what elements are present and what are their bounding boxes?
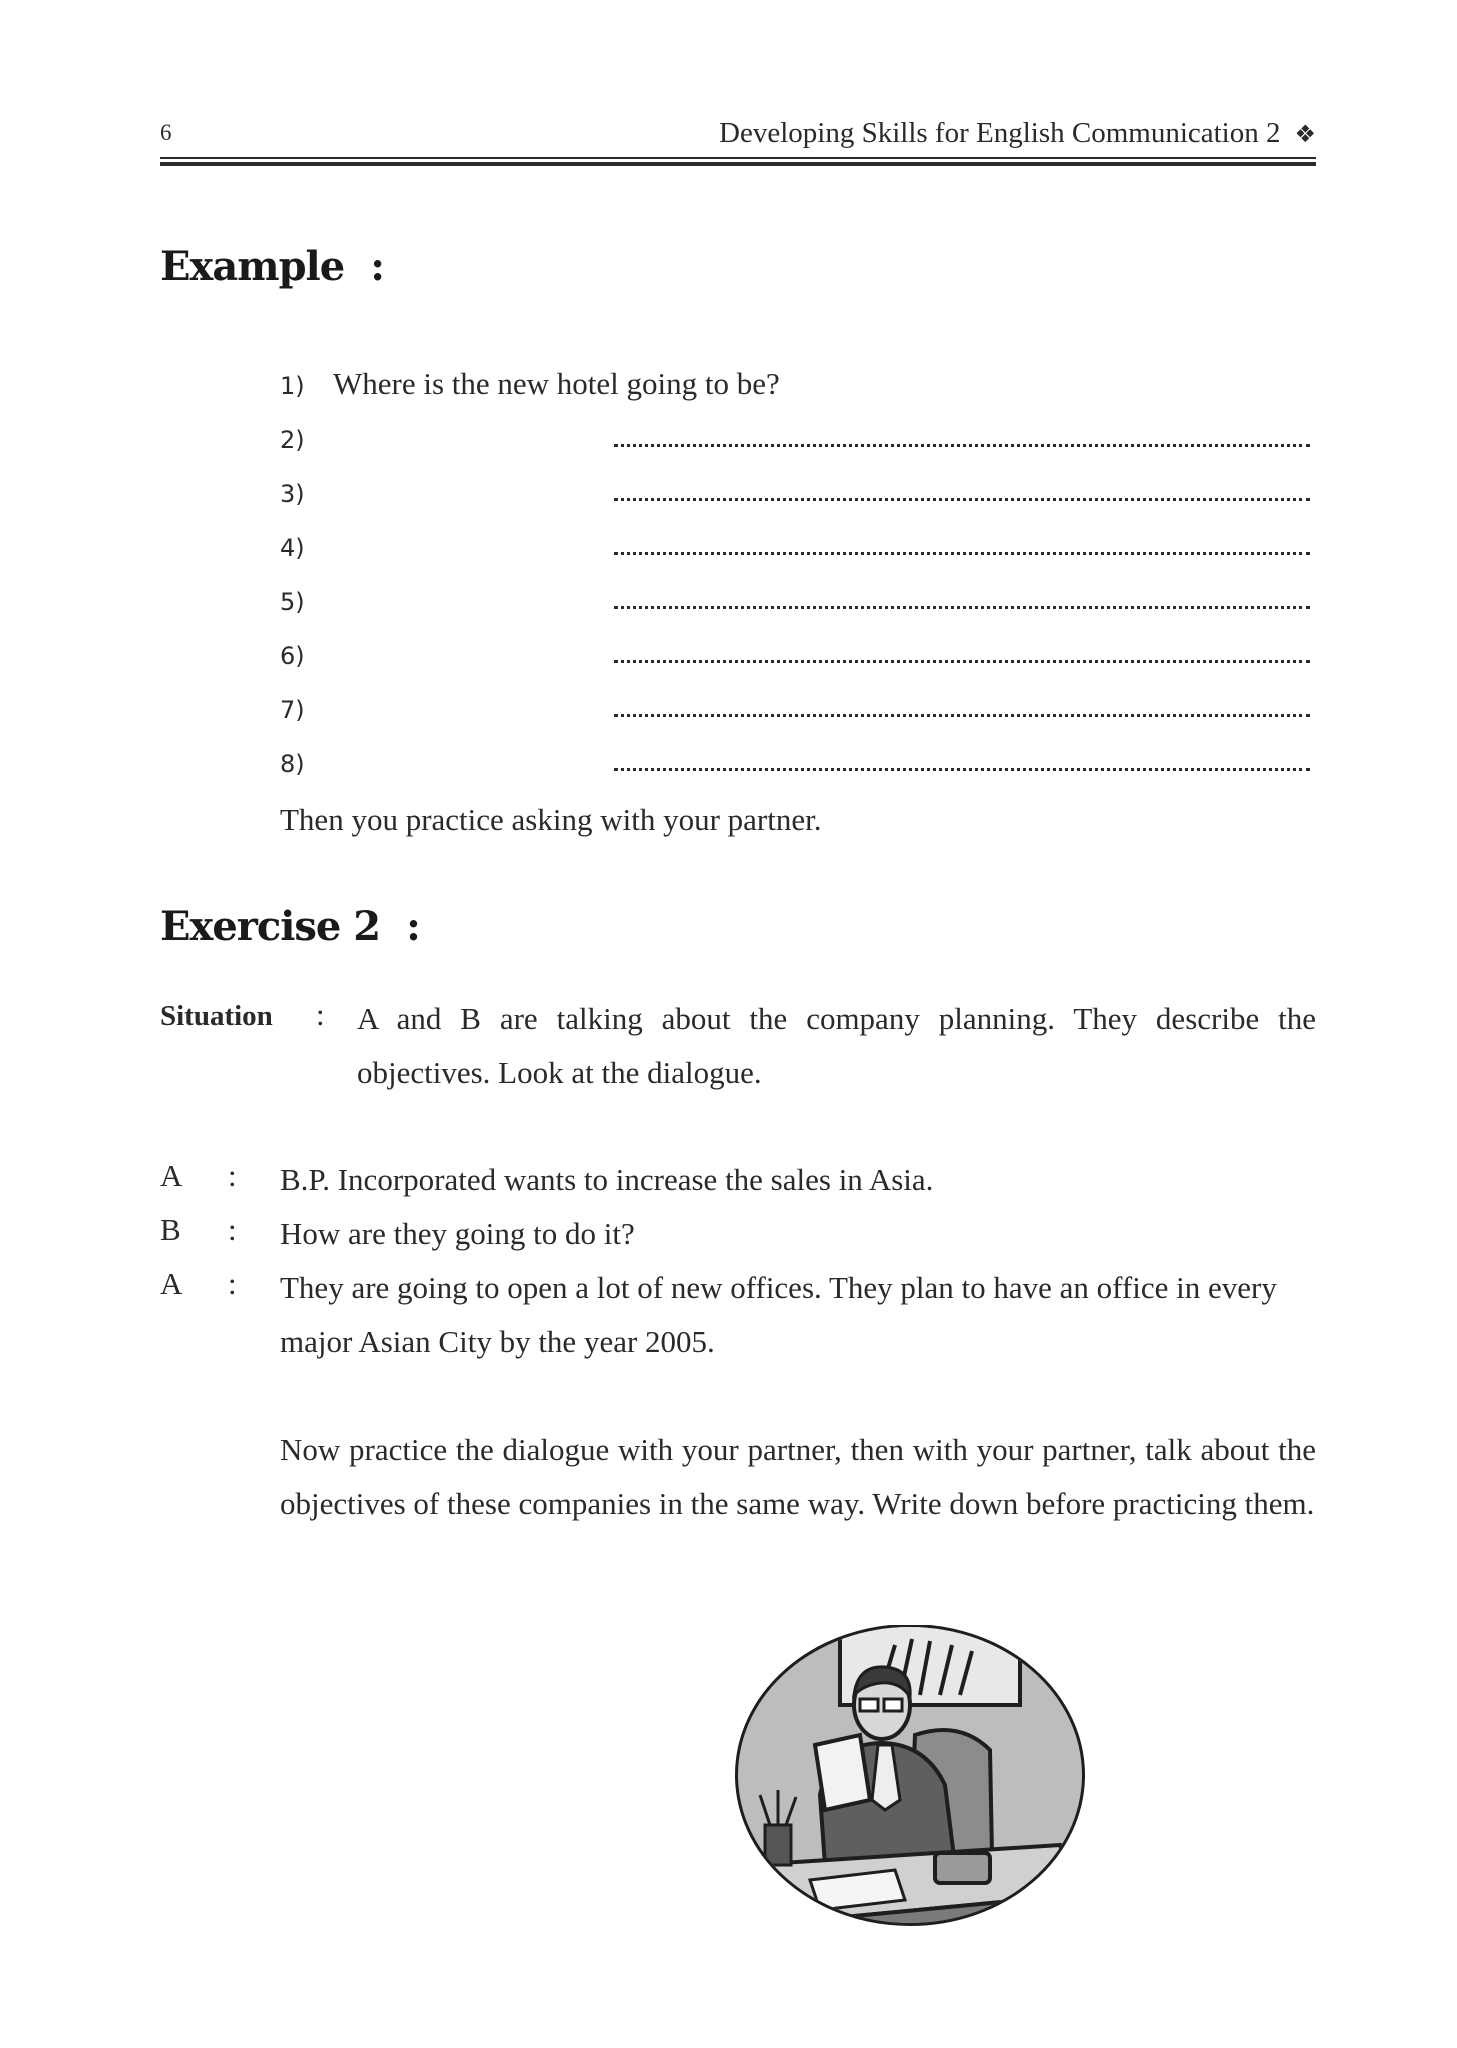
exercise-heading-text: Exercise 2 — [160, 903, 381, 950]
list-item — [280, 688, 1310, 728]
header-rule-thick — [160, 162, 1316, 166]
list-item-text: Where is the new hotel going to be? — [333, 366, 780, 401]
exercise-instruction: Now practice the dialogue with your partner, then with your partner, talk about the objectives of these companies in the same way. Write down before practicing them. — [280, 1432, 1316, 1521]
example-heading-colon: : — [370, 243, 384, 290]
blank-line — [614, 714, 1310, 717]
list-item-number: 8) — [280, 750, 305, 778]
dialogue-colon: : — [228, 1158, 237, 1193]
blank-line — [614, 660, 1310, 663]
list-item — [280, 580, 1310, 620]
example-heading-text: Example — [160, 243, 345, 290]
dialogue-line: How are they going to do it? — [280, 1216, 635, 1251]
list-item-number: 7) — [280, 696, 305, 724]
situation-colon: : — [316, 997, 325, 1032]
list-item — [280, 742, 1310, 782]
dialogue-line: B.P. Incorporated wants to increase the sales in Asia. — [280, 1162, 934, 1197]
dialogue-colon: : — [228, 1266, 237, 1301]
situation-label: Situation — [160, 1000, 273, 1032]
list-item-number: 6) — [280, 642, 305, 670]
blank-line — [614, 498, 1310, 501]
list-item — [280, 634, 1310, 674]
situation-text: A and B are talking about the company planning. They describe the objectives. Look at the dialogue. — [357, 1001, 1316, 1090]
blank-line — [614, 606, 1310, 609]
list-item-number: 1) — [280, 372, 305, 400]
page-number: 6 — [160, 120, 172, 145]
list-item — [280, 472, 1310, 512]
dialogue-line: They are going to open a lot of new offices. They plan to have an office in every major Asian City by the year 2005. — [280, 1270, 1277, 1359]
dialogue-speaker: A — [160, 1158, 183, 1193]
blank-line — [614, 552, 1310, 555]
blank-line — [614, 768, 1310, 771]
list-item-number: 2) — [280, 426, 305, 454]
dialogue-speaker: A — [160, 1266, 183, 1301]
list-item — [280, 526, 1310, 566]
exercise-heading — [160, 903, 420, 950]
ornament-icon: ❖ — [1294, 120, 1316, 148]
header-rule-thin — [160, 157, 1316, 159]
list-item-number: 3) — [280, 480, 305, 508]
book-title: Developing Skills for English Communication 2 — [719, 117, 1281, 149]
blank-line — [614, 444, 1310, 447]
businessman-at-desk-illustration-icon — [730, 1625, 1095, 1955]
list-item — [280, 364, 1310, 404]
running-header — [719, 117, 1316, 150]
dialogue-colon: : — [228, 1212, 237, 1247]
practice-instruction: Then you practice asking with your partner. — [280, 802, 822, 837]
example-heading — [160, 243, 384, 290]
exercise-heading-colon: : — [406, 903, 420, 950]
list-item — [280, 418, 1310, 458]
list-item-number: 4) — [280, 534, 305, 562]
dialogue-speaker: B — [160, 1212, 181, 1247]
list-item-number: 5) — [280, 588, 305, 616]
